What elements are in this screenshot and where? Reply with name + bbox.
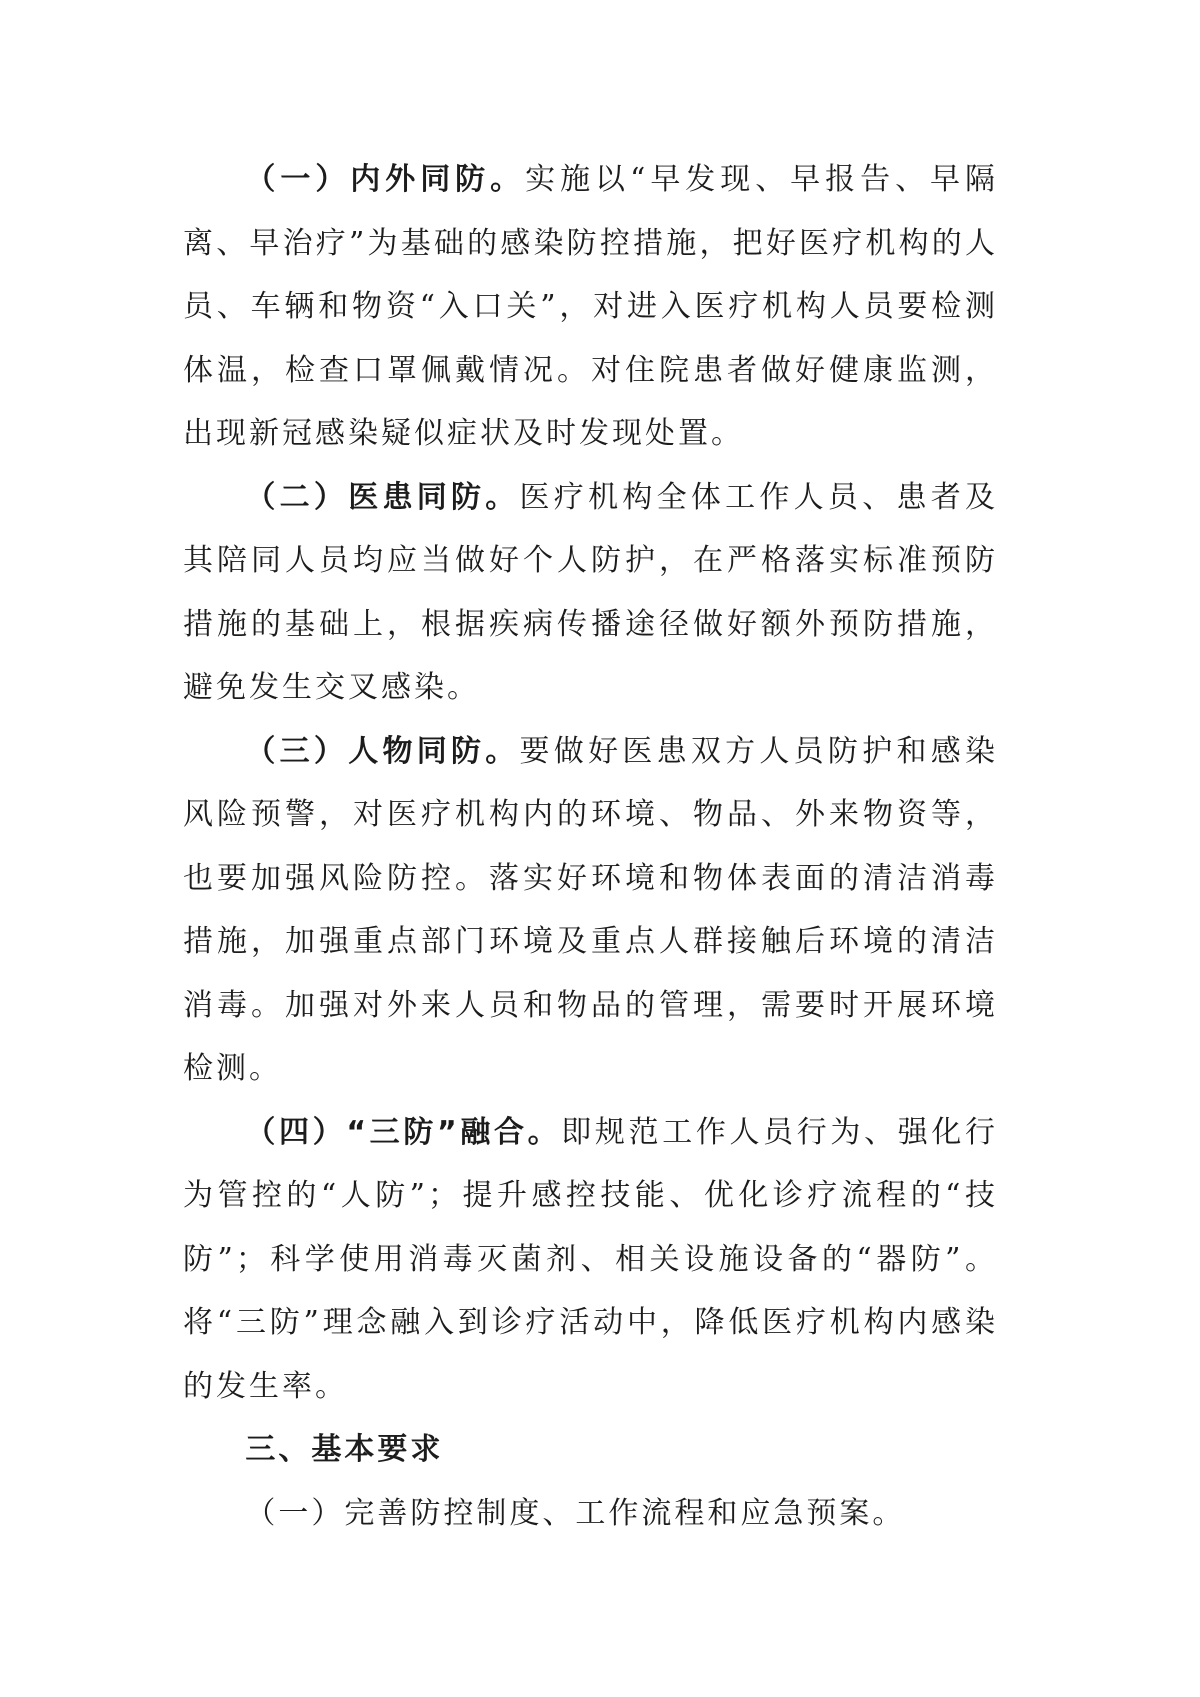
paragraph-lead: （二）医患同防。 [245,479,520,515]
paragraph-internal-external-prevention [183,148,998,466]
paragraph-body: 要做好医患双方人员防护和感染风险预警，对医疗机构内的环境、物品、外来物资等，也要加强风险防控。落实好环境和物体表面的清洁消毒措施，加强重点部门环境及重点人群接触后环境的清洁消毒。加强对外来人员和物品的管理，需要时开展环境检测。 [183,733,999,1086]
paragraph-lead: （四）“三防”融合。 [245,1114,562,1150]
paragraph-body: 实施以“早发现、早报告、早隔离、早治疗”为基础的感染防控措施，把好医疗机构的人员、车辆和物资“入口关”，对进入医疗机构人员要检测体温，检查口罩佩戴情况。对住院患者做好健康监测，出现新冠感染疑似症状及时发现处置。 [183,162,999,451]
paragraph-doctor-patient-prevention [183,466,998,720]
section-heading: 三、基本要求 [245,1432,444,1467]
document-body [183,148,998,1545]
subsection-line: （一）完善防控制度、工作流程和应急预案。 [245,1495,906,1531]
paragraph-body: 即规范工作人员行为、强化行为管控的“人防”；提升感控技能、优化诊疗流程的“技防”；科学使用消毒灭菌剂、相关设施设备的“器防”。将“三防”理念融入到诊疗活动中，降低医疗机构内感染的发生率。 [183,1114,998,1404]
paragraph-body: 医疗机构全体工作人员、患者及其陪同人员均应当做好个人防护，在严格落实标准预防措施的基础上，根据疾病传播途径做好额外预防措施，避免发生交叉感染。 [183,479,999,705]
paragraph-lead: （一）内外同防。 [245,162,526,197]
paragraph-lead: （三）人物同防。 [245,733,520,769]
paragraph-three-prevention-integration [183,1101,998,1419]
paragraph-people-object-prevention [183,720,998,1101]
